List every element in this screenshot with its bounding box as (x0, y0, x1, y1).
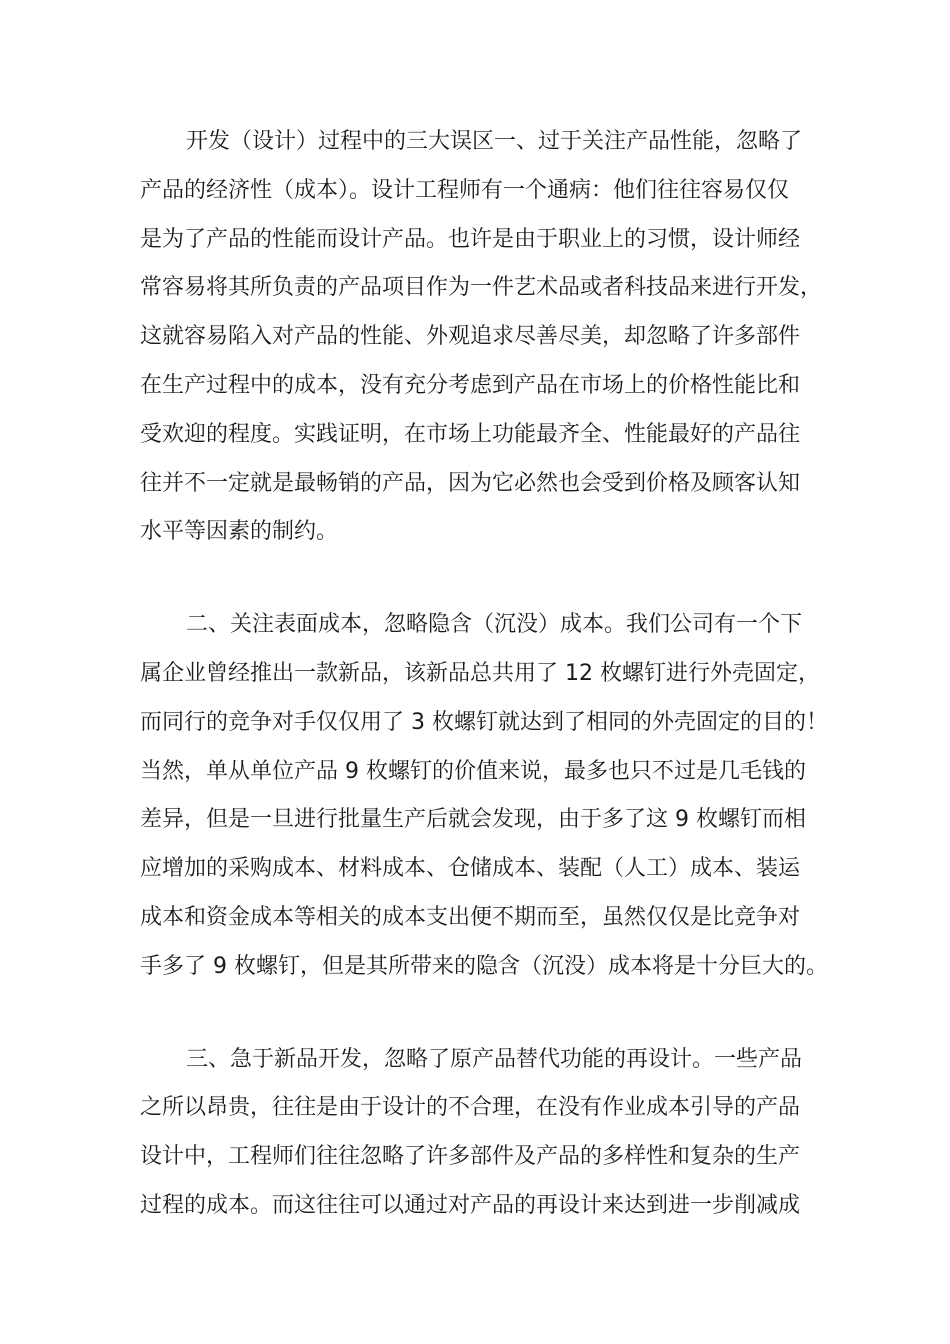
paragraph-line: 成本和资金成本等相关的成本支出便不期而至，虽然仅仅是比竞争对 (140, 904, 801, 930)
document-body (140, 118, 828, 1231)
paragraph-line: 差异，但是一旦进行批量生产后就会发现，由于多了这 9 枚螺钉而相 (140, 807, 806, 833)
paragraph-line: 而同行的竞争对手仅仅用了 3 枚螺钉就达到了相同的外壳固定的目的！ (140, 709, 828, 735)
paragraph-line: 是为了产品的性能而设计产品。也许是由于职业上的习惯，设计师经 (140, 226, 801, 252)
paragraph-line: 属企业曾经推出一款新品，该新品总共用了 12 枚螺钉进行外壳固定， (140, 660, 820, 686)
paragraph-line: 应增加的采购成本、材料成本、仓储成本、装配（人工）成本、装运 (140, 856, 801, 882)
paragraph-line: 三、急于新品开发，忽略了原产品替代功能的再设计。一些产品 (186, 1046, 803, 1072)
paragraph-line: 常容易将其所负责的产品项目作为一件艺术品或者科技品来进行开发， (140, 275, 823, 301)
paragraph-line: 水平等因素的制约。 (140, 519, 339, 545)
paragraph-2 (140, 601, 828, 991)
paragraph-line: 当然，单从单位产品 9 枚螺钉的价值来说，最多也只不过是几毛钱的 (140, 758, 806, 784)
paragraph-line: 之所以昂贵，往往是由于设计的不合理，在没有作业成本引导的产品 (140, 1095, 801, 1121)
paragraph-line: 过程的成本。而这往往可以通过对产品的再设计来达到进一步削减成 (140, 1192, 801, 1218)
paragraph-3 (140, 1036, 820, 1231)
paragraph-line: 开发（设计）过程中的三大误区一、过于关注产品性能，忽略了 (186, 129, 803, 154)
paragraph-line: 手多了 9 枚螺钉，但是其所带来的隐含（沉没）成本将是十分巨大的。 (140, 953, 828, 979)
paragraph-1 (140, 118, 823, 557)
paragraph-line: 在生产过程中的成本，没有充分考虑到产品在市场上的价格性能比和 (140, 372, 801, 398)
paragraph-line: 这就容易陷入对产品的性能、外观追求尽善尽美，却忽略了许多部件 (140, 324, 801, 350)
paragraph-spacer (140, 992, 820, 1036)
paragraph-spacer (140, 557, 820, 601)
paragraph-line: 往并不一定就是最畅销的产品，因为它必然也会受到价格及顾客认知 (140, 470, 801, 496)
paragraph-line: 受欢迎的程度。实践证明，在市场上功能最齐全、性能最好的产品往 (140, 421, 801, 447)
paragraph-line: 二、关注表面成本，忽略隐含（沉没）成本。我们公司有一个下 (186, 612, 803, 638)
paragraph-line: 设计中，工程师们往往忽略了许多部件及产品的多样性和复杂的生产 (140, 1144, 801, 1170)
paragraph-line: 产品的经济性（成本）。设计工程师有一个通病：他们往往容易仅仅 (140, 177, 790, 203)
